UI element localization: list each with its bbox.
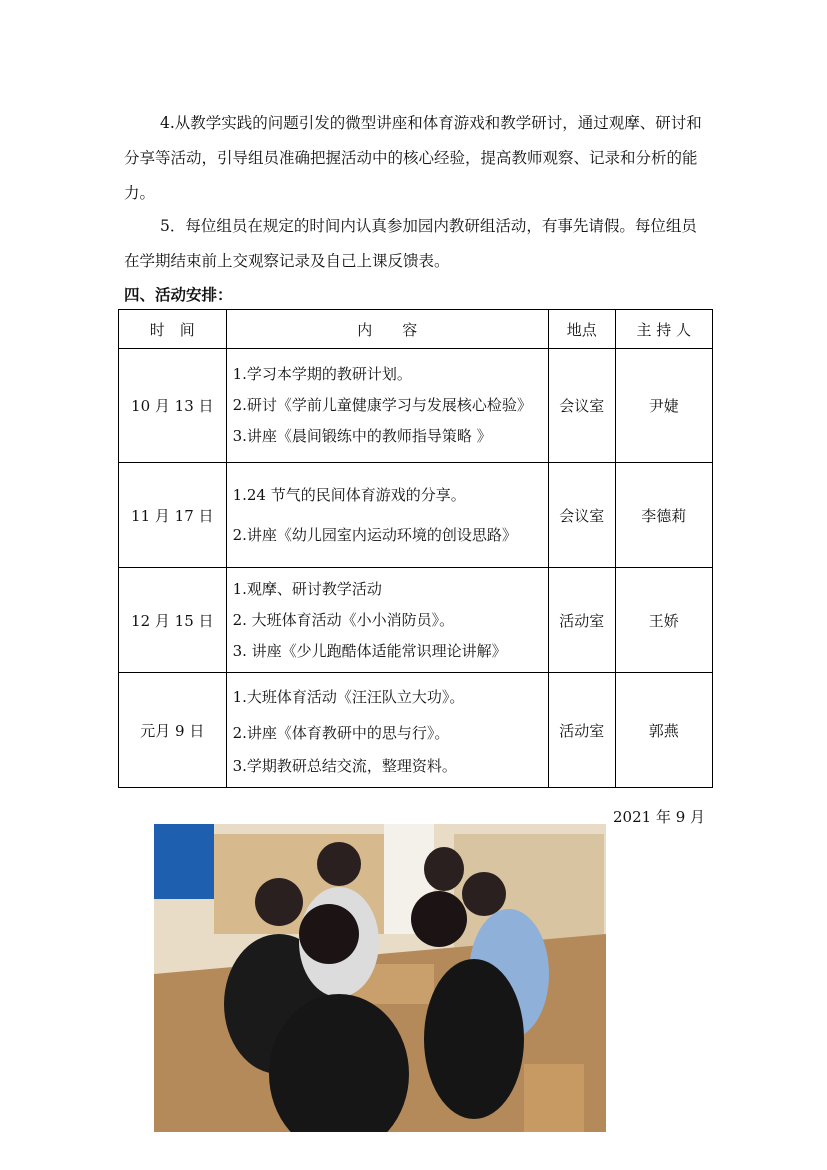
- row-place: 活动室: [548, 673, 615, 788]
- content-item: 1.24 节气的民间体育游戏的分享。: [232, 486, 466, 504]
- content-item: 3.讲座《晨间锻练中的教师指导策略 》: [232, 427, 492, 445]
- row-host: 尹婕: [615, 349, 712, 463]
- head-back-right: [424, 847, 464, 891]
- row-time: 11 月 17 日: [119, 463, 227, 568]
- header-host: 主 持 人: [615, 310, 712, 349]
- header-place: 地点: [548, 310, 615, 349]
- paragraph-5: 5．每位组员在规定的时间内认真参加园内教研组活动，有事先请假。每位组员在学期结束前上交观察记录及自己上课反馈表。: [124, 217, 697, 270]
- header-time: 时 间: [119, 310, 227, 349]
- row-host: 王娇: [615, 568, 712, 673]
- head-blue-shirt: [462, 872, 506, 916]
- row-host: 李德莉: [615, 463, 712, 568]
- row-time: 元月 9 日: [119, 673, 227, 788]
- head-left: [255, 878, 303, 926]
- table-header-row: [119, 310, 713, 349]
- screen-shape: [154, 824, 214, 899]
- table-row: [119, 463, 713, 568]
- content-item: 1.学习本学期的教研计划。: [232, 365, 412, 383]
- header-content: 内 容: [226, 310, 548, 349]
- head-right: [411, 891, 467, 947]
- row-content: [226, 349, 548, 463]
- row-host: 郭燕: [615, 673, 712, 788]
- row-place: 活动室: [548, 568, 615, 673]
- row-content: [226, 568, 548, 673]
- table-row: [119, 349, 713, 463]
- head-back-center: [317, 842, 361, 886]
- content-item: 2.讲座《幼儿园室内运动环境的创设思路》: [232, 526, 517, 544]
- content-item: 2. 大班体育活动《小小消防员》。: [232, 610, 455, 629]
- content-item: 3. 讲座《少儿跑酷体适能常识理论讲解》: [232, 641, 507, 660]
- content-item: 2.讲座《体育教研中的思与行》。: [232, 723, 450, 742]
- row-content: [226, 673, 548, 788]
- teachers-meeting-photo: [154, 824, 606, 1132]
- row-place: 会议室: [548, 349, 615, 463]
- row-time: 12 月 15 日: [119, 568, 227, 673]
- content-item: 3.学期教研总结交流，整理资料。: [232, 756, 457, 775]
- person-right: [424, 959, 524, 1119]
- table-row: [119, 673, 713, 788]
- row-time: 10 月 13 日: [119, 349, 227, 463]
- chair-right: [524, 1064, 584, 1132]
- section-heading: 四、活动安排：: [124, 286, 233, 304]
- row-content: [226, 463, 548, 568]
- document-date: 2021 年 9 月: [613, 808, 706, 826]
- content-item: 1.观摩、研讨教学活动: [232, 579, 382, 598]
- row-place: 会议室: [548, 463, 615, 568]
- content-item: 1.大班体育活动《汪汪队立大功》。: [232, 687, 465, 706]
- content-item: 2.研讨《学前儿童健康学习与发展核心检验》: [232, 396, 532, 414]
- table-row: [119, 568, 713, 673]
- paragraph-4: 4.从教学实践的问题引发的微型讲座和体育游戏和教学研讨，通过观摩、研讨和分享等活动，引导组员准确把握活动中的核心经验，提高教师观察、记录和分析的能力。: [124, 114, 702, 202]
- head-front: [299, 904, 359, 964]
- photo-illustration: [154, 824, 606, 1132]
- activity-schedule-table: [118, 309, 713, 788]
